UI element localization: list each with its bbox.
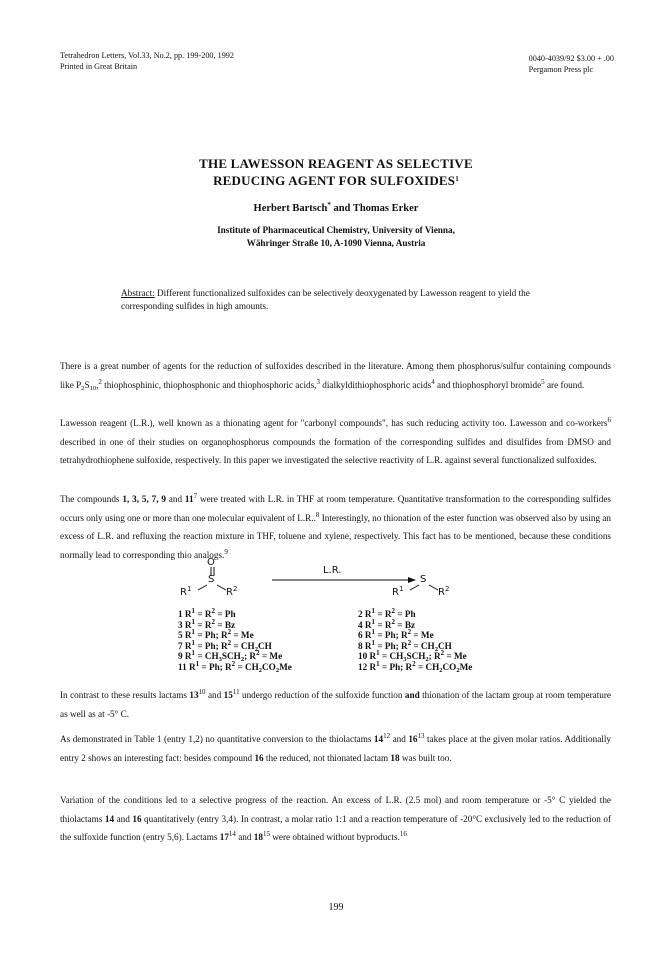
- reagent-label: L.R.: [323, 565, 342, 576]
- corresponding-star: *: [327, 201, 331, 209]
- compound-entry: 12 $R^1 = Ph$; $R^2 = CH_2CO_2Me$: [358, 659, 473, 674]
- printed-in: Printed in Great Britain: [60, 62, 138, 71]
- r1-left: $R^1$: [180, 585, 192, 598]
- paragraph-1: There is a great number of agents for the reduction of sulfoxides described in the literature. Among them phosphorus/sulfur containing compounds like $P_2S_{10},^2$ thiophosphinic, thiophosphonic and thiophosphoric acids,$^3$ dialkyldithiophosphoric acids$^4$ and thiophosphoryl bromide$^5$ are found.: [60, 361, 611, 392]
- affiliation: Institute of Pharmaceutical Chemistry, University of Vienna, Währinger Straße 10, A-1090 Vienna, Austria: [217, 225, 455, 248]
- compound-entry: 9 $R^1 = CH_3SCH_2$; $R^2 = Me$: [178, 649, 283, 664]
- author-bartsch: Herbert Bartsch: [253, 203, 328, 214]
- oxygen-atom: O: [207, 557, 215, 568]
- journal-citation: Tetrahedron Letters, Vol.33, No.2, pp. 199-200, 1992: [60, 51, 234, 60]
- r2-left: $R^2$: [226, 585, 238, 598]
- sulfide-list: [358, 609, 472, 673]
- compound-entry: 8 $R^1 = Ph$; $R^2 = CH_2CH$: [358, 638, 452, 653]
- paragraph-5: As demonstrated in Table 1 (entry 1,2) no quantitative conversion to the thiolactams $14^{12}$ and $16^{13}$ takes place at the given molar ratios. Additionally entry 2 shows an interesting fact: besides compound 16 the reduced, not thionated lactam 18 was built too.: [60, 732, 611, 763]
- sulfoxide-list: [178, 609, 292, 673]
- compound-entry: 7 $R^1 = Ph$; $R^2 = CH_2CH$: [178, 638, 272, 653]
- publisher-header: [529, 53, 614, 75]
- compound-entry: 4 $R^1 = R^2 = Bz$: [358, 617, 416, 630]
- author-erker: and Thomas Erker: [333, 203, 419, 214]
- bond-r1-s-right: [410, 585, 419, 590]
- page-number: 199: [328, 902, 344, 913]
- compound-entry: 2 $R^1 = R^2 = Ph$: [358, 607, 416, 619]
- paragraph-6: Variation of the conditions led to a selective progress of the reaction. An excess of L.R. (2.5 mol) and room temperature or -5° C yielded the thiolactams 14 and 16 quantitatively (entry 3,4). In contrast, a molar ratio 1:1 and a reaction temperature of -20°C exclusively led to the reduction of the sulfoxide function (entry 5,6). Lactams $17^{14}$ and $18^{15}$ were obtained without byproducts.$^{16}$: [60, 795, 612, 843]
- sulfur-atom-left: S: [208, 574, 215, 585]
- article-code: 0040-4039/92 $3.00 + .00: [528, 54, 614, 63]
- bond-s-r2-right: [429, 585, 438, 590]
- paragraph-3: The compounds 1, 3, 5, 7, 9 and $11^7$ were treated with L.R. in THF at room temperature. Quantitative transformation to the corresponding sulfides occurs only using one or more than one molecular equivalent of L.R..$^8$ Interestingly, no thionation of the ester function was observed also by using an excess of L.R. and refluxing the reaction mixture in THF, toluene and xylene, respectively. This fact has to be mentioned, because these conditions normally lead to corresponding thio analogs.$^9$: [60, 492, 611, 560]
- compound-entry: 5 $R^1 = Ph$; $R^2 = Me$: [178, 628, 254, 641]
- publisher-name: Pergamon Press plc: [528, 65, 594, 74]
- author-line: [0, 203, 672, 214]
- paragraph-4: In contrast to these results lactams $13^{10}$ and $15^{11}$ undergo reduction of the sulfoxide function and thionation of the lactam group at room temperature as well as at -5° C.: [60, 688, 612, 719]
- title-line-1: THE LAWESSON REAGENT AS SELECTIVE: [199, 156, 473, 171]
- reaction-scheme: [0, 557, 672, 685]
- abstract-label: Abstract:: [121, 288, 155, 298]
- title-line-2: REDUCING AGENT FOR SULFOXIDES$^1$: [213, 173, 459, 188]
- compound-entry: 1 $R^1 = R^2 = Ph$: [178, 607, 236, 619]
- paragraph-2: Lawesson reagent (L.R.), well known as a thionating agent for "carbonyl compounds", has such reducing activity too. Lawesson and co-workers$^6$ described in one of their studies on organophosphorus compounds the formation of the corresponding sulfides and disulfides from DMSO and tetrahydrothiophene sulfoxide, respectively. In this paper we investigated the selective reactivity of L.R. against several functionalized sulfoxides.: [60, 416, 611, 466]
- r2-right: $R^2$: [438, 585, 450, 598]
- abstract-text: Different functionalized sulfoxides can be selectively deoxygenated by Lawesson reagent to yield the corresponding sulfides in high amounts.: [121, 288, 530, 311]
- bond-r1-s-left: [198, 585, 207, 590]
- journal-header: [60, 50, 234, 72]
- abstract: [121, 287, 561, 313]
- r1-right: $R^1$: [392, 585, 404, 598]
- compound-entry: 10 $R^1 = CH_3SCH_2$; $R^2 = Me$: [358, 649, 467, 664]
- sulfur-atom-right: S: [420, 574, 427, 585]
- compound-entry: 3 $R^1 = R^2 = Bz$: [178, 617, 236, 630]
- paper-title: [0, 155, 672, 189]
- bond-s-r2-left: [217, 585, 226, 590]
- compound-entry: 11 $R^1 = Ph$; $R^2 = CH_2CO_2Me$: [178, 659, 292, 674]
- compound-entry: 6 $R^1 = Ph$; $R^2 = Me$: [358, 628, 434, 641]
- reaction-arrow-head: [408, 577, 416, 583]
